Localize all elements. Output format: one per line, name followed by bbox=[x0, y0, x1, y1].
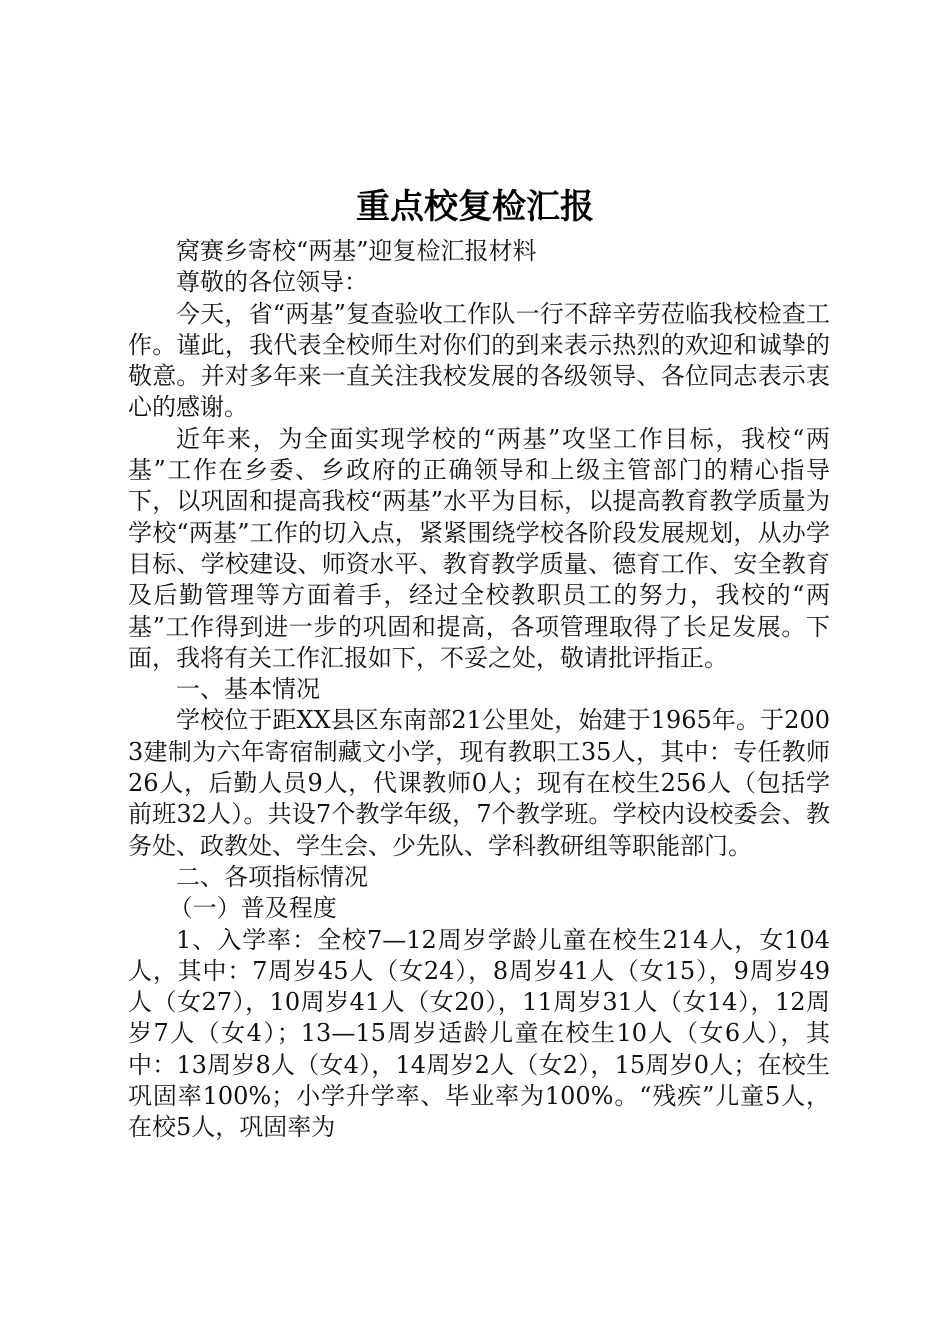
subtitle-paragraph: 窝赛乡寄校“两基”迎复检汇报材料 bbox=[176, 237, 537, 265]
document-title: 重点校复检汇报 bbox=[356, 187, 594, 227]
section-heading-indicators: 二、各项指标情况 bbox=[176, 862, 368, 891]
salutation-paragraph: 尊敬的各位领导： bbox=[176, 268, 368, 297]
subsection-heading-popularization: （一）普及程度 bbox=[168, 894, 337, 923]
document-body bbox=[128, 236, 830, 1144]
overview-paragraph: 近年来，为全面实现学校的“两基”攻坚工作目标，我校“两基”工作在乡委、乡政府的正确领导和上级主管部门的精心指导下，以巩固和提高我校“两基”水平为目标，以提高教育教学质量为学校“两基”工作的切入点，紧紧围绕学校各阶段发展规划，从办学目标、学校建设、师资水平、教育教学质量、德育工作、安全教育及后勤管理等方面着手，经过全校教职员工的努力，我校的“两基”工作得到进一步的巩固和提高，各项管理取得了长足发展。下面，我将有关工作汇报如下，不妥之处，敬请批评指正。 bbox=[128, 424, 830, 672]
welcome-paragraph: 今天，省“两基”复查验收工作队一行不辞辛劳莅临我校检查工作。谨此，我代表全校师生对你们的到来表示热烈的欢迎和诚挚的敬意。并对多年来一直关注我校发展的各级领导、各位同志表示衷心的感谢。 bbox=[128, 299, 830, 422]
section-heading-basic: 一、基本情况 bbox=[176, 675, 320, 704]
basic-info-paragraph: 学校位于距XX县区东南部21公里处，始建于1965年。于2003建制为六年寄宿制藏文小学，现有教职工35人，其中：专任教师26人，后勤人员9人，代课教师0人；现有在校生256人（包括学前班32人）。共设7个教学年级，7个教学班。学校内设校委会、教务处、政教处、学生会、少先队、学科教研组等职能部门。 bbox=[128, 706, 830, 860]
enrollment-paragraph: 1、入学率：全校7—12周岁学龄儿童在校生214人，女104人，其中：7周岁45人（女24），8周岁41人（女15），9周岁49人（女27），10周岁41人（女20），11周岁31人（女14），12周岁7人（女4）；13—15周岁适龄儿童在校生10人（女6人），其中：13周岁8人（女4），14周岁2人（女2），15周岁0人；在校生巩固率100%；小学升学率、毕业率为100%。“残疾”儿童5人，在校5人，巩固率为 bbox=[128, 925, 830, 1142]
